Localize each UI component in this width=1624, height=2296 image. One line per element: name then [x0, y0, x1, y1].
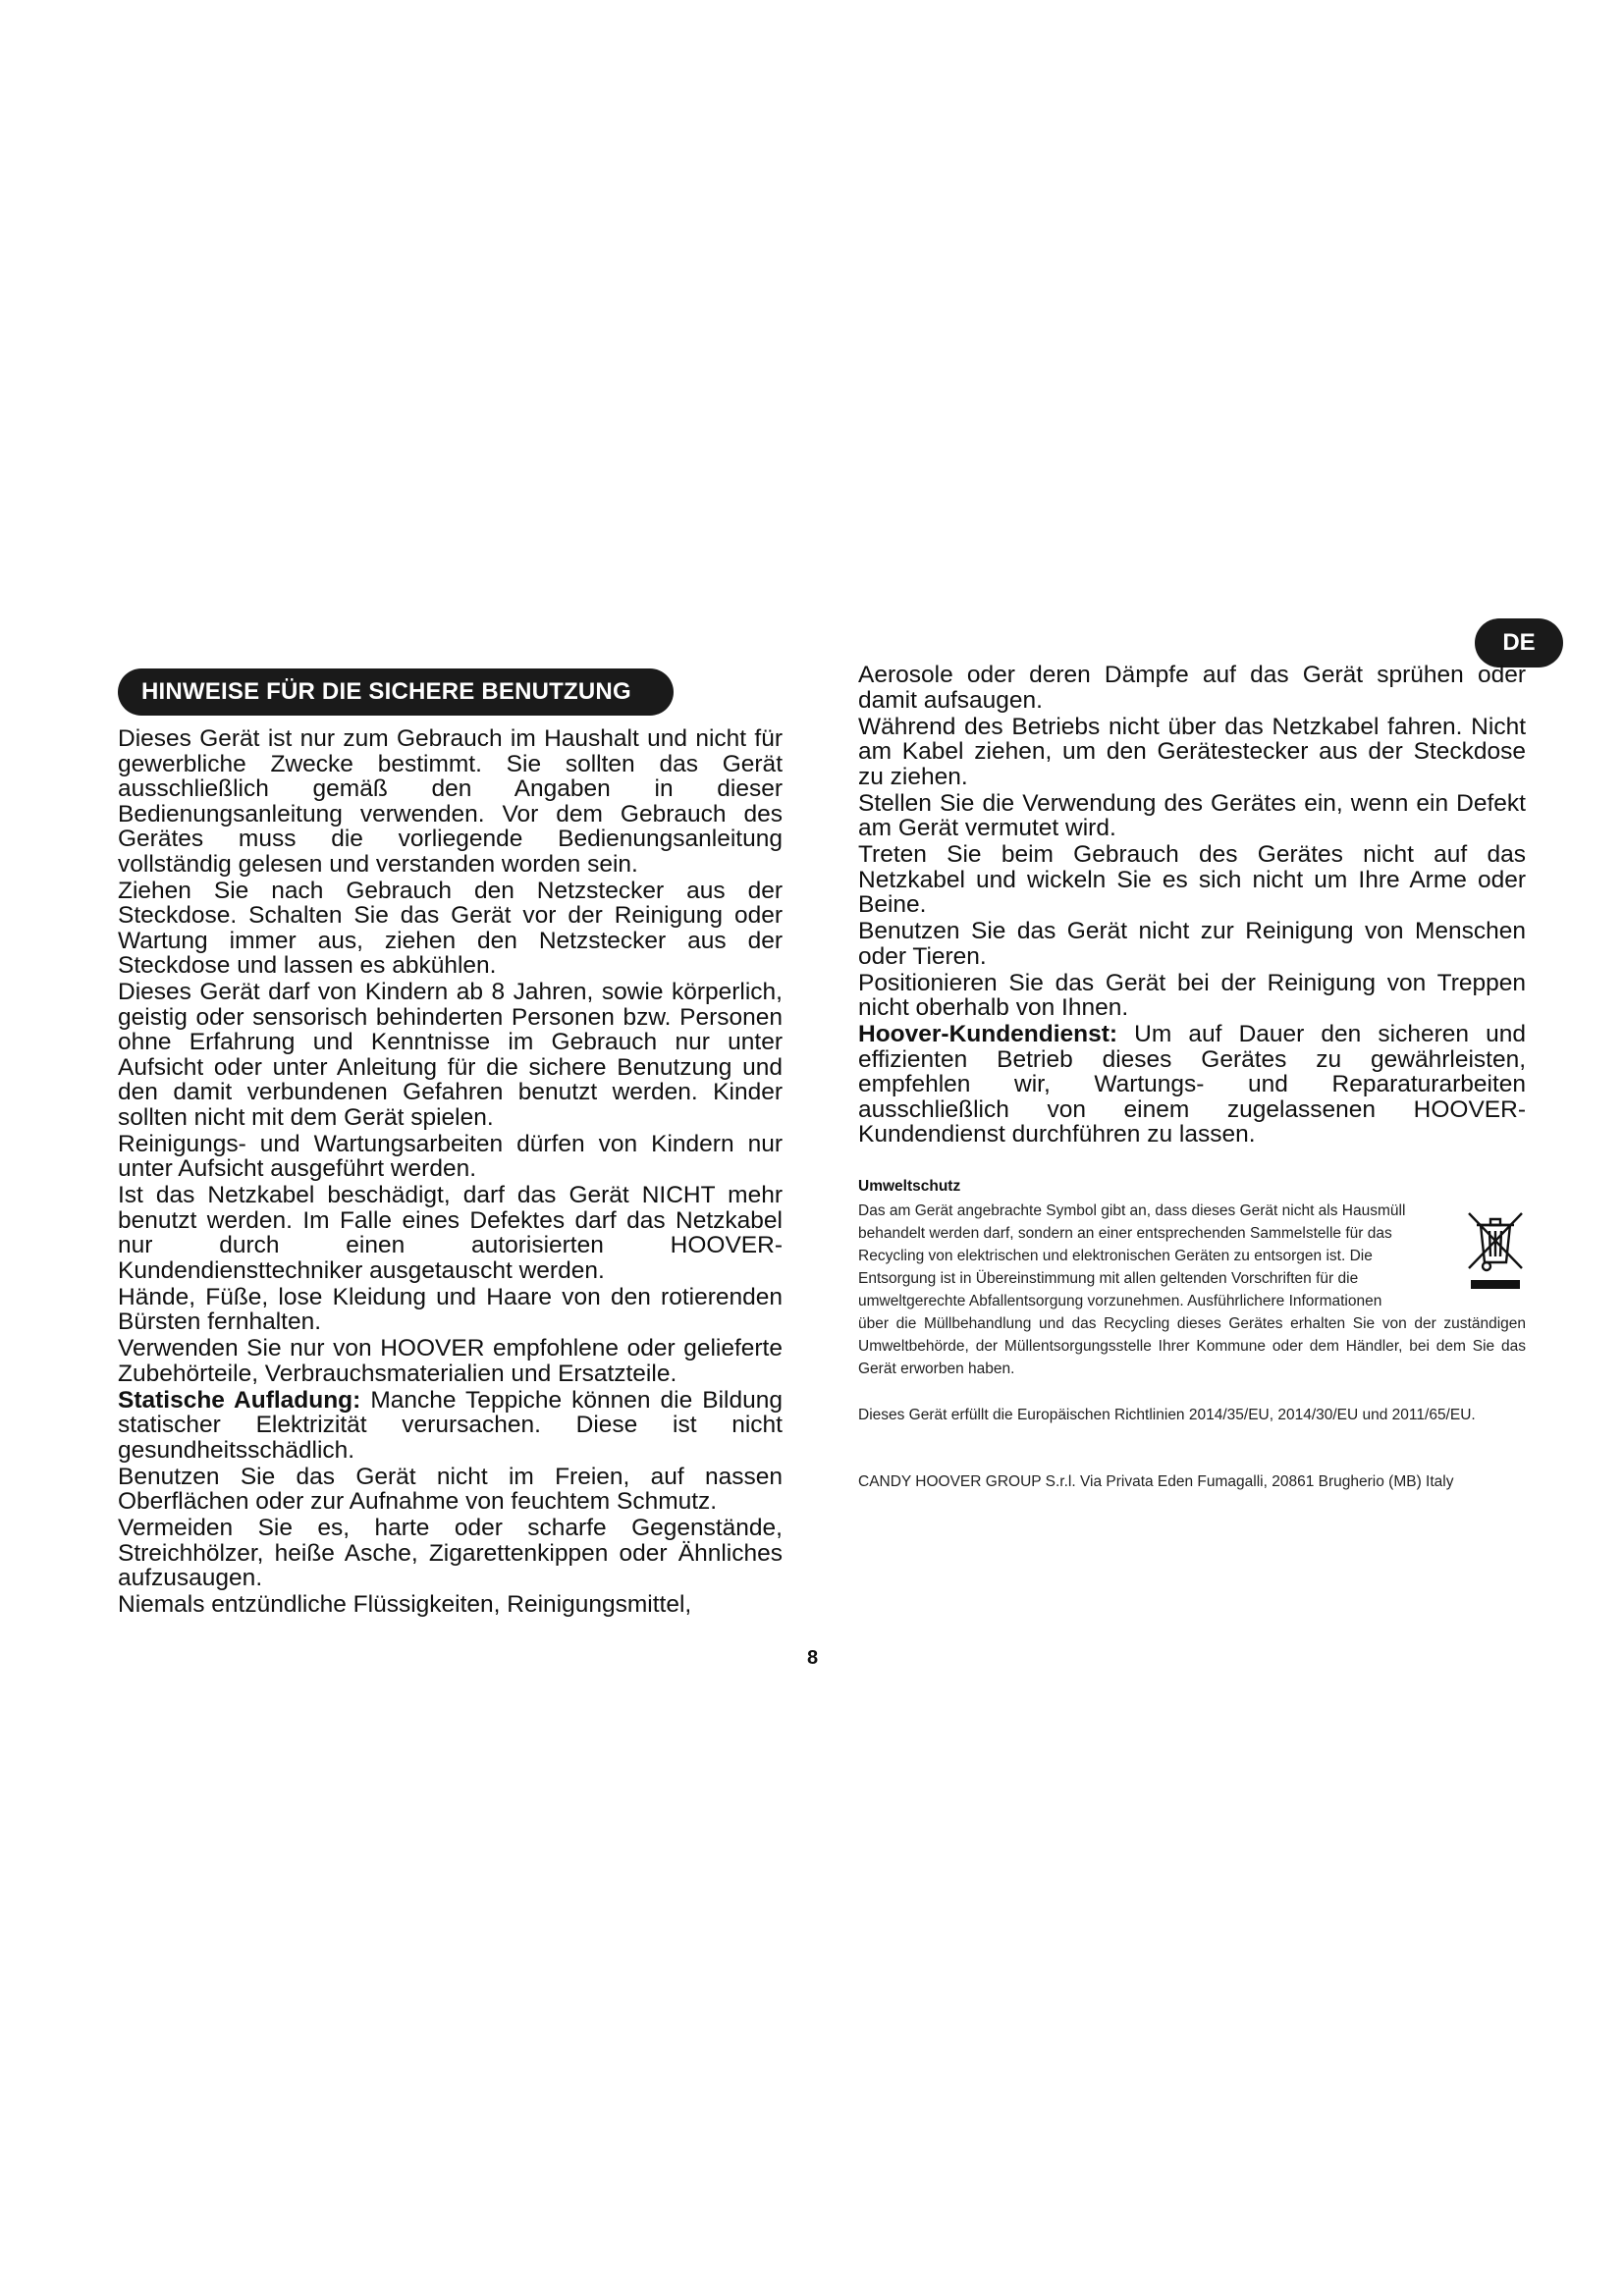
- paragraph: Benutzen Sie das Gerät nicht im Freien, auf nassen Oberflächen oder zur Aufnahme von feuchtem Schmutz.: [118, 1463, 783, 1515]
- paragraph: Verwenden Sie nur von HOOVER empfohlene oder gelieferte Zubehörteile, Verbrauchsmaterialien und Ersatzteile.: [118, 1335, 783, 1387]
- paragraph: Dieses Gerät darf von Kindern ab 8 Jahren, sowie körperlich, geistig oder sensorisch behinderten Personen bzw. Personen ohne Erfahrung und Kenntnisse im Gebrauch nur unter Aufsicht oder unter Anleitung für die sichere Benutzung und den damit verbundenen Gefahren benutzt werden. Kinder sollten nicht mit dem Gerät spielen.: [118, 979, 783, 1131]
- paragraph: Ziehen Sie nach Gebrauch den Netzstecker aus der Steckdose. Schalten Sie das Gerät vor der Reinigung oder Wartung immer aus, ziehen den Netzstecker aus der Steckdose und lassen es abkühlen.: [118, 877, 783, 979]
- crossed-out-wheelie-bin-icon: [1463, 1205, 1528, 1292]
- paragraph: Während des Betriebs nicht über das Netzkabel fahren. Nicht am Kabel ziehen, um den Gerätestecker aus der Steckdose zu ziehen.: [858, 713, 1526, 790]
- static-charge-paragraph: [118, 1388, 783, 1464]
- section-title: HINWEISE FÜR DIE SICHERE BENUTZUNG: [118, 668, 674, 716]
- environment-line: behandelt werden darf, sondern an einer entsprechenden Sammelstelle für das: [858, 1225, 1392, 1242]
- paragraph: Stellen Sie die Verwendung des Gerätes ein, wenn ein Defekt am Gerät vermutet wird.: [858, 789, 1526, 841]
- service-paragraph: [858, 1022, 1526, 1148]
- environment-line: Recycling von elektrischen und elektronischen Geräten zu entsorgen ist. Die: [858, 1248, 1373, 1264]
- paragraph: Dieses Gerät ist nur zum Gebrauch im Haushalt und nicht für gewerbliche Zwecke bestimmt. Sie sollten das Gerät ausschließlich gemäß den Angaben in dieser Bedienungsanleitung verwenden. Vor dem Gebrauch des Gerätes muss die vorliegende Bedienungsanleitung vollständig gelesen und verstanden worden sein.: [118, 725, 783, 878]
- environment-title: Umweltschutz: [858, 1178, 961, 1195]
- paragraph: Positionieren Sie das Gerät bei der Reinigung von Treppen nicht oberhalb von Ihnen.: [858, 969, 1526, 1021]
- paragraph: Treten Sie beim Gebrauch des Gerätes nicht auf das Netzkabel und wickeln Sie es sich nicht um Ihre Arme oder Beine.: [858, 841, 1526, 918]
- paragraph: Ist das Netzkabel beschädigt, darf das Gerät NICHT mehr benutzt werden. Im Falle eines Defektes darf das Netzkabel nur durch einen autorisierten HOOVER-Kundendiensttechniker ausgetauscht werden.: [118, 1182, 783, 1284]
- paragraph: Hände, Füße, lose Kleidung und Haare von den rotierenden Bürsten fernhalten.: [118, 1283, 783, 1335]
- environment-line: umweltgerechte Abfallentsorgung vorzunehmen. Ausführlichere Informationen: [858, 1293, 1382, 1309]
- language-badge: DE: [1475, 618, 1563, 667]
- directive-text: Dieses Gerät erfüllt die Europäischen Richtlinien 2014/35/EU, 2014/30/EU und 2011/65/EU.: [858, 1407, 1476, 1423]
- environment-line: Das am Gerät angebrachte Symbol gibt an, dass dieses Gerät nicht als Hausmüll: [858, 1202, 1406, 1219]
- static-charge-text: Manche Teppiche können die Bildung statischer Elektrizität verursachen. Diese ist nicht gesundheitsschädlich.: [118, 1386, 783, 1464]
- paragraph: Benutzen Sie das Gerät nicht zur Reinigung von Menschen oder Tieren.: [858, 918, 1526, 970]
- left-column: [118, 726, 783, 1619]
- environment-line: Entsorgung ist in Übereinstimmung mit allen geltenden Vorschriften für die: [858, 1270, 1359, 1287]
- paragraph: Aerosole oder deren Dämpfe auf das Gerät sprühen oder damit aufsaugen.: [858, 662, 1526, 714]
- static-charge-label: Statische Aufladung:: [118, 1386, 361, 1414]
- environment-text: [858, 1200, 1526, 1380]
- right-column: [858, 663, 1526, 1148]
- paragraph: Reinigungs- und Wartungsarbeiten dürfen von Kindern nur unter Aufsicht ausgeführt werden.: [118, 1130, 783, 1182]
- environment-rest: über die Müllbehandlung und das Recycling dieses Gerätes erhalten Sie von der zuständigen Umweltbehörde, der Müllentsorgungsstelle Ihrer Kommune oder dem Händler, bei dem Sie das Gerät erworben haben.: [858, 1315, 1526, 1377]
- paragraph: Niemals entzündliche Flüssigkeiten, Reinigungsmittel,: [118, 1591, 692, 1618]
- service-text: Um auf Dauer den sicheren und effizienten Betrieb dieses Gerätes zu gewährleisten, empfehlen wir, Wartungs- und Reparaturarbeiten ausschließlich von einem zugelassenen HOOVER-Kundendienst durchführen zu lassen.: [858, 1021, 1526, 1148]
- paragraph: Vermeiden Sie es, harte oder scharfe Gegenstände, Streichhölzer, heiße Asche, Zigarettenkippen oder Ähnliches aufzusaugen.: [118, 1515, 783, 1591]
- company-address: CANDY HOOVER GROUP S.r.l. Via Privata Eden Fumagalli, 20861 Brugherio (MB) Italy: [858, 1473, 1454, 1490]
- service-label: Hoover-Kundendienst:: [858, 1021, 1118, 1047]
- page-number: 8: [807, 1647, 819, 1669]
